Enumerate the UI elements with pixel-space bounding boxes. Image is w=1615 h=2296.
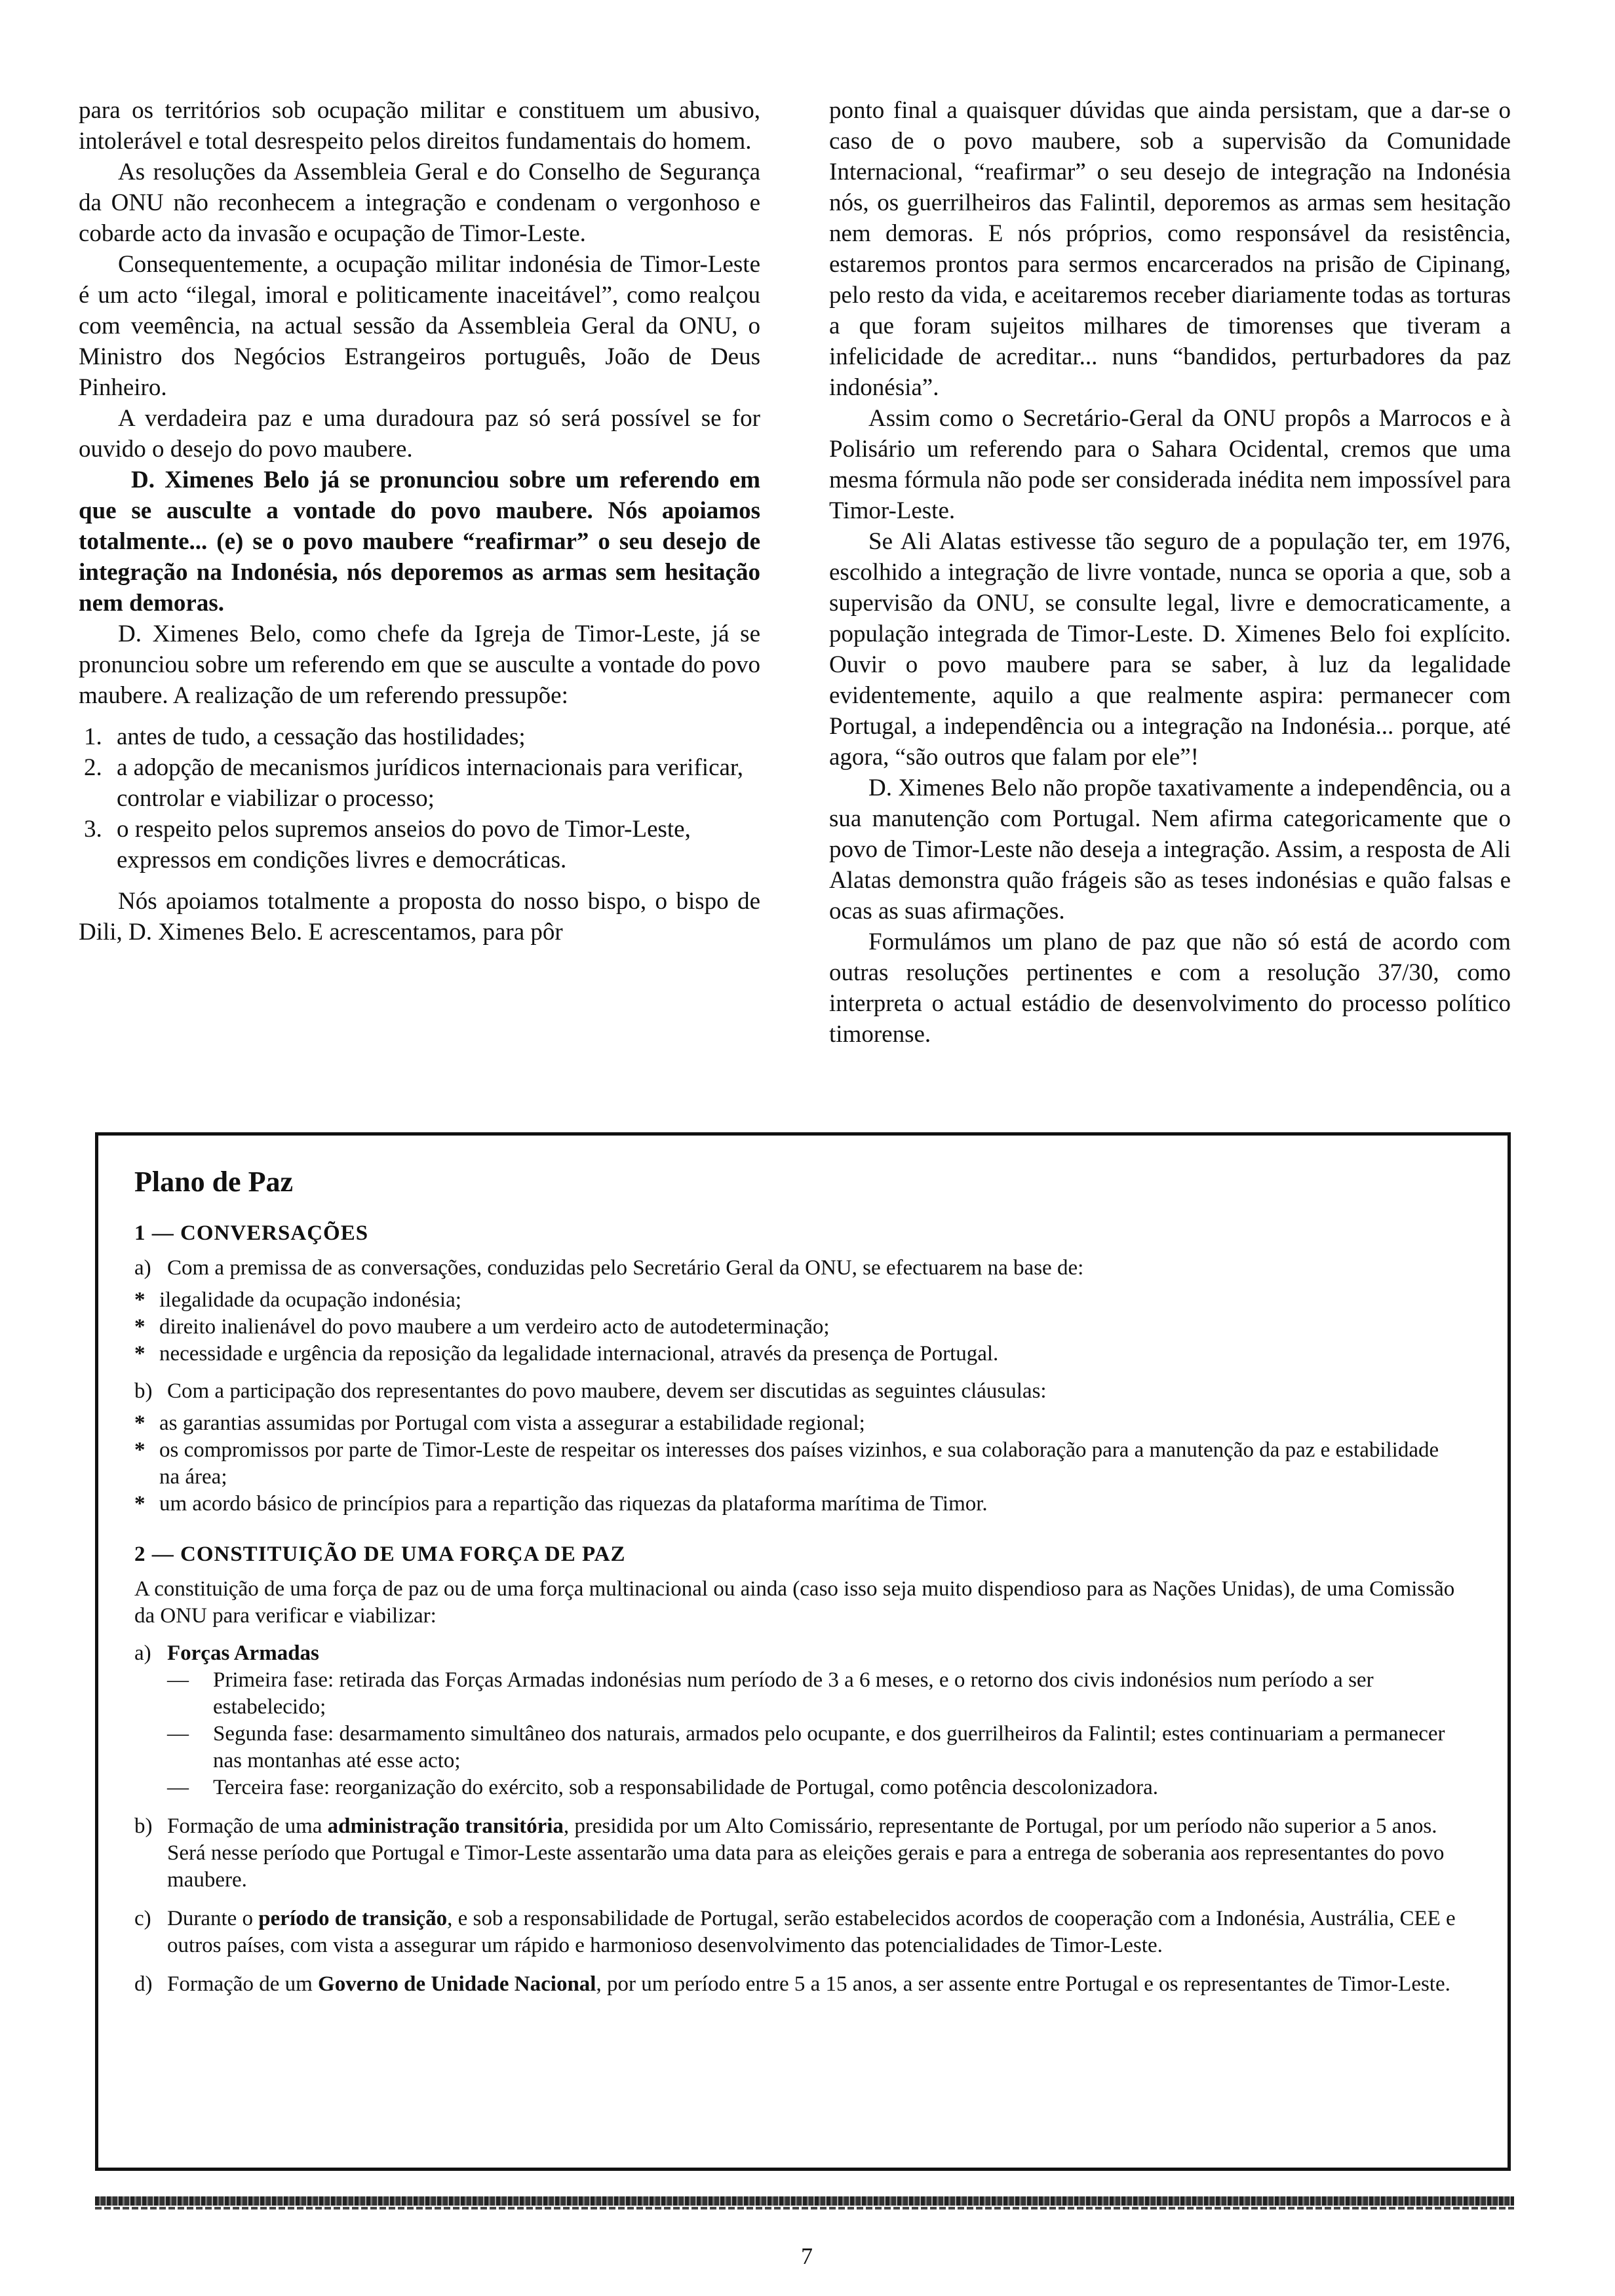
clause-letter: a): [134, 1256, 151, 1280]
clause-text-start: Durante o: [167, 1907, 259, 1930]
bullet-text: um acordo básico de princípios para a repartição das riquezas da plataforma marítima de Timor.: [159, 1492, 988, 1516]
phase-text: Terceira fase: reorganização do exército, sob a responsabilidade de Portugal, como potência descolonizadora.: [213, 1776, 1159, 1799]
decorative-rule-thin: [95, 2207, 1514, 2210]
paragraph: Consequentemente, a ocupação militar indonésia de Timor-Leste é um acto “ilegal, imoral e politicamente inaceitável”, como realçou com veemência, na actual sessão da Assembleia Geral da ONU, o Ministro dos Negócios Estrangeiros português, João de Deus Pinheiro.: [79, 251, 760, 401]
clause-text-end: , presidida por um Alto Comissário, representante de Portugal, por um período não superior a 5 anos.: [563, 1814, 1437, 1838]
phase-item: [167, 1721, 1462, 1774]
paragraph: Se Ali Alatas estivesse tão seguro de a população ter, em 1976, escolhido a integração de livre vontade, nunca se oporia a que, sob a supervisão da ONU, se consulte legal, livre e democraticamente, a população integrada de Timor-Leste. D. Ximenes Belo foi explícito. Ouvir o povo maubere para se saber, à luz da legalidade evidentemente, aquilo a que realmente aspira: permanecer com Portugal, a independência ou a integração na Indonésia... porque, até agora, “são outros que falam por ele”!: [829, 528, 1511, 771]
bullet-item: [134, 1314, 1462, 1341]
bullet-text: os compromissos por parte de Timor-Leste de respeitar os interesses dos países vizinhos, e sua colaboração para a manutenção da paz e estabilidade na área;: [159, 1438, 1439, 1489]
paragraph: Formulámos um plano de paz que não só está de acordo com outras resoluções pertinentes e com a resolução 37/30, como interpreta o actual estádio de desenvolvimento do processo político timorense.: [829, 928, 1511, 1048]
clause-keyword: período de transição: [258, 1907, 448, 1930]
bullet-icon: *: [134, 1288, 146, 1312]
bullet-item: [134, 1341, 1462, 1368]
paragraph: Nós apoiamos totalmente a proposta do nosso bispo, o bispo de Dili, D. Ximenes Belo. E acrescentamos, para pôr: [79, 888, 760, 946]
right-column: [829, 95, 1511, 1050]
paragraph: para os territórios sob ocupação militar e constituem um abusivo, intolerável e total desrespeito pelos direitos fundamentais do homem.: [79, 97, 760, 155]
peace-plan-box: [95, 1132, 1511, 2171]
left-column: [79, 95, 760, 947]
clause-letter: c): [134, 1907, 151, 1930]
clause-d: [134, 1971, 1462, 1998]
list-item: [79, 752, 760, 814]
clause-text-end: , e sob a responsabilidade de Portugal, serão estabelecidos acordos de cooperação com a Indonésia, Austrália, CEE e outros países, com vista a assegurar um rápido e harmonioso desenvolvimento das potencialidades de Timor-Leste.: [167, 1907, 1456, 1957]
bullet-text: necessidade e urgência da reposição da legalidade internacional, através da presença de Portugal.: [159, 1342, 999, 1366]
clause-text-start: Formação de um: [167, 1972, 319, 1996]
clause-extra: Será nesse período que Portugal e Timor-Leste assentarão uma data para as eleições gerais e para a entrega de soberania aos representantes do povo maubere.: [167, 1841, 1445, 1892]
bullet-item: [134, 1287, 1462, 1314]
bullet-item: [134, 1491, 1462, 1518]
paragraph: ponto final a quaisquer dúvidas que ainda persistam, que a dar-se o caso de o povo maubere, sob a supervisão da Comunidade Internacional, “reafirmar” o seu desejo de integração na Indonésia nós, os guerrilheiros das Falintil, deporemos as armas sem hesitação nem demoras. E nós próprios, como responsável da resistência, estaremos prontos para sermos encarcerados na prisão de Cipinang, pelo resto da vida, e aceitaremos receber diariamente todas as torturas a que foram sujeitos milhares de timorenses que tiveram a infelicidade de acreditar... nuns “bandidos, perturbadores da paz indonésia”.: [829, 97, 1511, 401]
clause-b: [134, 1813, 1462, 1894]
phase-item: [167, 1774, 1462, 1801]
clause-text: Com a premissa de as conversações, conduzidas pelo Secretário Geral da ONU, se efectuarem na base de:: [167, 1256, 1084, 1280]
page-number: 7: [801, 2243, 813, 2269]
bullet-icon: *: [134, 1315, 146, 1339]
clause-a: [134, 1640, 1462, 1801]
paragraph: As resoluções da Assembleia Geral e do Conselho de Segurança da ONU não reconhecem a integração e condenam o vergonhoso e cobarde acto da invasão e ocupação de Timor-Leste.: [79, 159, 760, 247]
phase-text: Segunda fase: desarmamento simultâneo dos naturais, armados pelo ocupante, e dos guerrilheiros da Falintil; estes continuariam a permanecer nas montanhas até esse acto;: [213, 1722, 1445, 1772]
clause-text: [167, 1905, 1462, 1959]
bullet-text: as garantias assumidas por Portugal com vista a assegurar a estabilidade regional;: [159, 1411, 865, 1435]
bullet-icon: *: [134, 1342, 146, 1366]
clause-keyword: administração transitória: [327, 1814, 564, 1838]
clause-letter: b): [134, 1379, 153, 1403]
bullet-item: [134, 1437, 1462, 1491]
list-number: 3.: [84, 816, 102, 843]
clause-text: [167, 1813, 1462, 1840]
dash-icon: —: [167, 1668, 189, 1692]
list-item: [79, 721, 760, 752]
list-number: 2.: [84, 754, 102, 781]
paragraph: Assim como o Secretário-Geral da ONU propôs a Marrocos e à Polisário um referendo para o Sahara Ocidental, cremos que uma mesma fórmula não pode ser considerada inédita nem impossível para Timor-Leste.: [829, 405, 1511, 524]
bullet-icon: *: [134, 1438, 146, 1462]
clause-text-end: , por um período entre 5 a 15 anos, a ser assente entre Portugal e os representantes de Timor-Leste.: [596, 1972, 1450, 1996]
dash-icon: —: [167, 1776, 189, 1799]
list-text: a adopção de mecanismos jurídicos internacionais para verificar, controlar e viabilizar o processo;: [117, 754, 744, 812]
clause-keyword: Forças Armadas: [167, 1641, 319, 1665]
clause-text: [167, 1971, 1462, 1998]
bullet-icon: *: [134, 1492, 146, 1516]
section-heading: 1 — CONVERSAÇÕES: [134, 1221, 369, 1245]
bullet-icon: *: [134, 1411, 146, 1435]
phase-item: [167, 1667, 1462, 1721]
dash-icon: —: [167, 1722, 189, 1746]
clause-letter: a): [134, 1641, 151, 1665]
pull-quote: D. Ximenes Belo já se pronunciou sobre um referendo em que se ausculte a vontade do povo maubere. Nós apoiamos totalmente... (e) se o povo maubere “reafirmar” o seu desejo de integração na Indonésia, nós deporemos as armas sem hesitação nem demoras.: [79, 467, 760, 617]
section-intro: A constituição de uma força de paz ou de uma força multinacional ou ainda (caso isso seja muito dispendioso para as Nações Unidas), de uma Comissão da ONU para verificar e viabilizar:: [134, 1577, 1455, 1628]
clause-letter: d): [134, 1972, 153, 1996]
bullet-item: [134, 1410, 1462, 1437]
box-title: Plano de Paz: [134, 1166, 293, 1198]
list-text: antes de tudo, a cessação das hostilidades;: [117, 723, 526, 750]
list-item: [79, 814, 760, 875]
list-text: o respeito pelos supremos anseios do povo de Timor-Leste, expressos em condições livres e democráticas.: [117, 816, 691, 873]
list-number: 1.: [84, 723, 102, 750]
bullet-text: direito inalienável do povo maubere a um verdeiro acto de autodeterminação;: [159, 1315, 830, 1339]
paragraph: D. Ximenes Belo não propõe taxativamente a independência, ou a sua manutenção com Portugal. Nem afirma categoricamente que o povo de Timor-Leste não deseja a integração. Assim, a resposta de Ali Alatas demonstra quão frágeis são as teses indonésias e quão falsas e ocas as suas afirmações.: [829, 775, 1511, 925]
clause-text: Com a participação dos representantes do povo maubere, devem ser discutidas as seguintes cláusulas:: [167, 1379, 1047, 1403]
clause-c: [134, 1905, 1462, 1959]
paragraph: D. Ximenes Belo, como chefe da Igreja de Timor-Leste, já se pronunciou sobre um referendo em que se ausculte a vontade do povo maubere. A realização de um referendo pressupõe:: [79, 621, 760, 709]
bullet-text: ilegalidade da ocupação indonésia;: [159, 1288, 461, 1312]
clause-a: [134, 1255, 1462, 1282]
section-heading: 2 — CONSTITUIÇÃO DE UMA FORÇA DE PAZ: [134, 1542, 626, 1566]
phase-text: Primeira fase: retirada das Forças Armadas indonésias num período de 3 a 6 meses, e o retorno dos civis indonésios num período a ser estabelecido;: [213, 1668, 1374, 1719]
clause-keyword: Governo de Unidade Nacional: [318, 1972, 596, 1996]
referendum-requirements-list: [79, 721, 760, 875]
clause-b: [134, 1378, 1462, 1405]
clause-letter: b): [134, 1814, 153, 1838]
paragraph: A verdadeira paz e uma duradoura paz só será possível se for ouvido o desejo do povo maubere.: [79, 405, 760, 463]
clause-text: [167, 1640, 1462, 1667]
decorative-rule: [95, 2196, 1514, 2206]
clause-text-start: Formação de uma: [167, 1814, 328, 1838]
